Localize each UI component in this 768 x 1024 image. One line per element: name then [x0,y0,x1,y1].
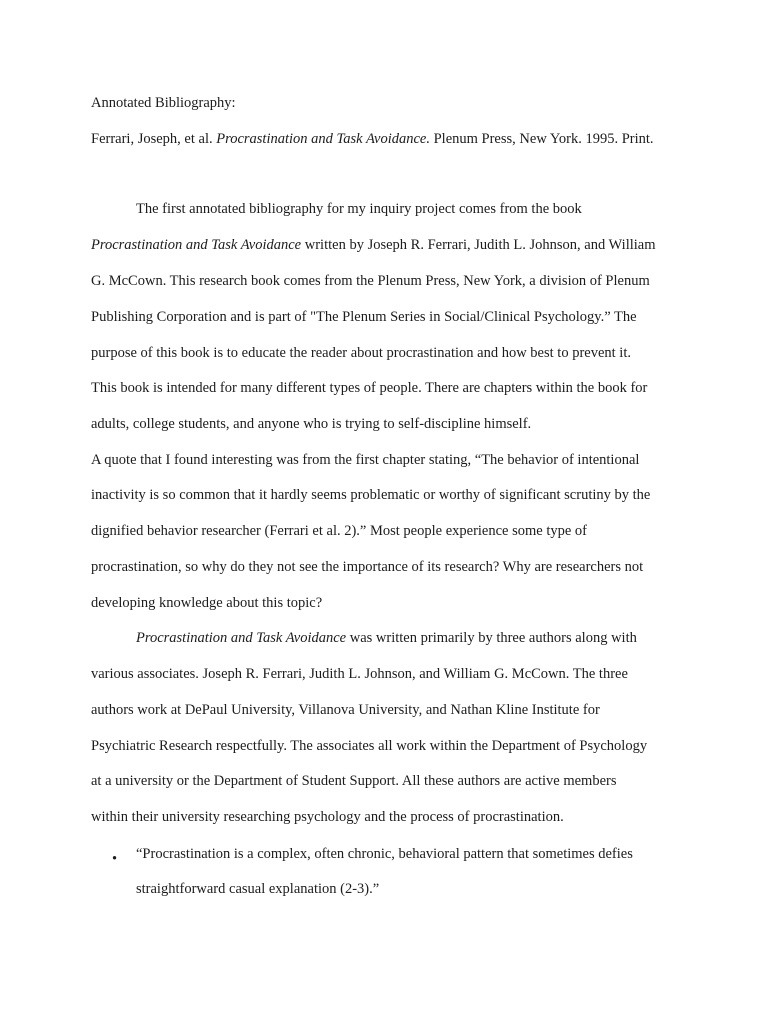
paragraph-1-line: This book is intended for many different types of people. There are chapters within the book for [91,380,648,396]
paragraph-3-line: at a university or the Department of Student Support. All these authors are active members [91,773,617,789]
citation-authors: Ferrari, Joseph, et al. [91,131,217,147]
paragraph-1-line: purpose of this book is to educate the reader about procrastination and how best to prevent it. [91,345,631,361]
document-heading: Annotated Bibliography: [91,95,236,111]
paragraph-3-line: various associates. Joseph R. Ferrari, Judith L. Johnson, and William G. McCown. The three [91,666,628,682]
paragraph-3-line: Psychiatric Research respectfully. The associates all work within the Department of Psychology [91,738,648,754]
paragraph-3-line: Procrastination and Task Avoidance was written primarily by three authors along with [136,630,637,646]
paragraph-2-line: inactivity is so common that it hardly seems problematic or worthy of significant scrutiny by the [91,487,651,503]
paragraph-3-line: within their university researching psychology and the process of procrastination. [91,809,564,825]
bullet-quote-line: straightforward casual explanation (2-3).” [136,881,380,897]
paragraph-1-line: Publishing Corporation and is part of "The Plenum Series in Social/Clinical Psychology.” The [91,309,637,325]
citation-title: Procrastination and Task Avoidance. [216,131,430,147]
citation-line [91,130,654,148]
book-title: Procrastination and Task Avoidance [91,237,302,253]
citation-publisher: Plenum Press, New York. 1995. Print. [429,131,654,147]
book-title: Procrastination and Task Avoidance [136,630,347,646]
bullet-icon: • [112,851,118,867]
paragraph-3-line: authors work at DePaul University, Villanova University, and Nathan Kline Institute for [91,702,600,718]
paragraph-2-line: developing knowledge about this topic? [91,595,323,611]
paragraph-1-line: Procrastination and Task Avoidance written by Joseph R. Ferrari, Judith L. Johnson, and William [91,237,656,253]
paragraph-1-line: G. McCown. This research book comes from the Plenum Press, New York, a division of Plenum [91,273,650,289]
paragraph-2-line: A quote that I found interesting was from the first chapter stating, “The behavior of intentional [91,452,640,468]
paragraph-1-line: adults, college students, and anyone who is trying to self-discipline himself. [91,416,532,432]
paragraph-2-line: dignified behavior researcher (Ferrari et al. 2).” Most people experience some type of [91,523,588,539]
paragraph-2-line: procrastination, so why do they not see the importance of its research? Why are researchers not [91,559,644,575]
bullet-quote-line: “Procrastination is a complex, often chronic, behavioral pattern that sometimes defies [136,846,633,862]
paragraph-1-line: The first annotated bibliography for my inquiry project comes from the book [136,201,582,217]
